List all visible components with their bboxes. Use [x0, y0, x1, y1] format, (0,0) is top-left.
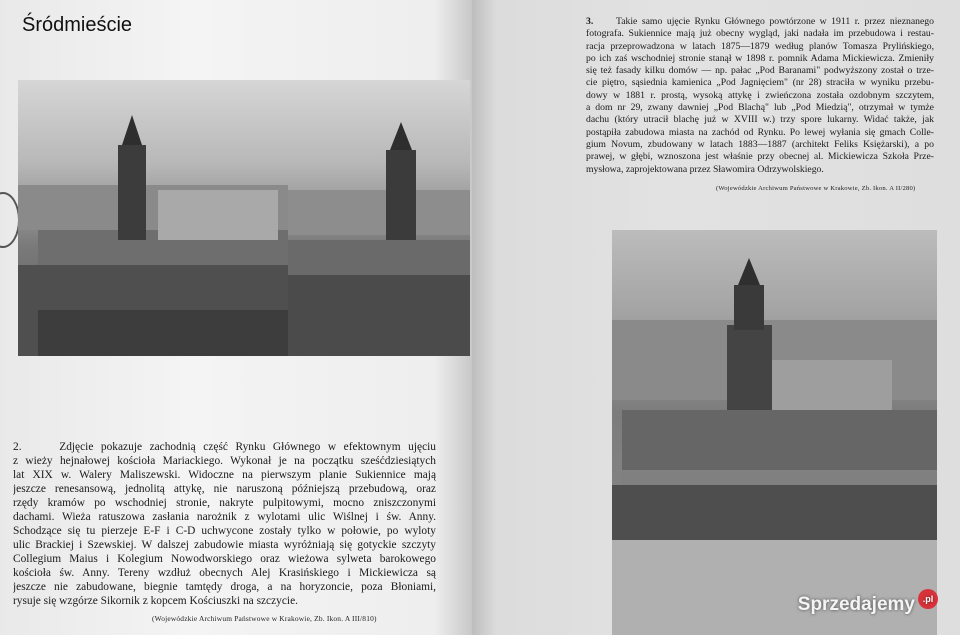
caption-line: Zdjęcie pokazuje zachodnią część Rynku Głównego w efektownym ujęciu: [59, 441, 436, 453]
caption-line: postąpiła zabudowa miasta na zachód od Rynku. Po lewej wyłania się gmach Colle-: [586, 126, 934, 138]
caption-number: 2.: [13, 441, 22, 453]
stereo-photo-right-half: [288, 80, 470, 356]
caption-line: kościoła św. Anny. Tereny wzdłuż obecnych Alej Krasińskiego i Mickiewicza są: [13, 567, 436, 579]
caption-line: z wieży hejnałowej kościoła Mariackiego. Wykonał je na początku sześćdziesiątych: [13, 455, 436, 467]
caption-line: jeszcze nie zabudowane, biegnie tamtędy droga, a na horyzoncie, poza Błoniami,: [13, 581, 436, 593]
caption-line: rzędy kramów po wschodniej stronie, nakryte pulpitowymi, mocno zniszczonymi: [13, 497, 436, 509]
caption-line: ulic Brackiej i Szewskiej. W dalszej zabudowie miasta wyróżniają się gotyckie szczyty: [13, 539, 436, 551]
caption-line: się też fasady kilku domów — np. pałac „Pod Baranami" podwyższony został o trze-: [586, 65, 934, 77]
caption-line: rysuje się wzgórze Sikornik z kopcem Kościuszki na szczycie.: [13, 595, 298, 607]
source-credit: (Wojewódzkie Archiwum Państwowe w Krakowie, Zb. Ikon. A II/280): [716, 185, 916, 192]
caption-line: Collegium Maius i Kolegium Nowodworskiego oraz wieżowa sylweta barokowego: [13, 553, 436, 565]
watermark-text: Sprzedajemy: [797, 594, 915, 615]
sprzedajemy-watermark: [798, 589, 938, 621]
left-page: [0, 0, 472, 635]
caption-line: dachami. Wieża ratuszowa zasłania narożnik z wylotami ulic Wiślnej i św. Anny.: [13, 511, 436, 523]
caption-3: [586, 16, 934, 176]
page-title: Śródmieście: [22, 14, 133, 36]
caption-line: dowy w 1881 r. prostą, wysoką attykę i zwieńczona została ozdobnym szczytem,: [586, 89, 934, 101]
caption-line: racja przeprowadzona w latach 1875—1879 według planów Tomasza Prylińskiego,: [586, 40, 934, 52]
caption-2: [13, 440, 436, 608]
source-credit: (Wojewódzkie Archiwum Państwowe w Krakowie, Zb. Ikon. A III/810): [152, 614, 377, 623]
stereo-photo-left-half: [18, 80, 288, 356]
caption-line: cie piętro, sąsiednia kamienica „Pod Jagnięciem" (nr 28) straciła w wyniku przebu-: [586, 77, 934, 89]
caption-line: Schodzące się tu pierzeje E-F i C-D uchwycone zostały tylko w połowie, po wyloty: [13, 525, 436, 537]
caption-line: prawej, w głębi, wznoszona jest właśnie przy obecnej al. Mickiewicza Szkoła Prze-: [586, 151, 934, 163]
watermark-badge: .pl: [918, 589, 938, 609]
caption-line: dachu (który utracił blachę już w XVIII w.) trzy spore lukarny. Widać także, jak: [586, 114, 934, 126]
caption-line: po ich zaś wschodniej stronie stanął w 1898 r. pomnik Adama Mickiewicza. Zmieniły: [586, 52, 934, 64]
caption-number: 3.: [586, 16, 594, 27]
caption-line: lat XIX w. Walery Maliszewski. Widoczne na pierwszym planie Sukiennice mają: [13, 469, 436, 481]
caption-line: a dom nr 29, zwany dawniej „Pod Blachą" lub „Pod Miedzią", otrzymał w tymże: [586, 102, 934, 114]
caption-line: gium Novum, zbudowany w latach 1883—1887 (architekt Feliks Księżarski), a po: [586, 138, 934, 150]
caption-line: jeszcze renesansową, jednolitą attykę, nie naruszoną późniejszą przebudową, oraz: [13, 483, 436, 495]
caption-line: Takie samo ujęcie Rynku Głównego powtórzone w 1911 r. przez nieznanego: [615, 16, 934, 27]
library-stamp: [0, 192, 20, 248]
caption-line: mysłowa, zaprojektowana przez Sławomira Odrzywolskiego.: [586, 163, 824, 175]
photo-market-square-1911: [612, 230, 937, 635]
stereo-photo-market-square-1860s: [18, 80, 470, 356]
caption-line: fotografa. Sukiennice mają już obecny wygląd, jaki nadała im przebudowa i restau-: [586, 28, 934, 40]
